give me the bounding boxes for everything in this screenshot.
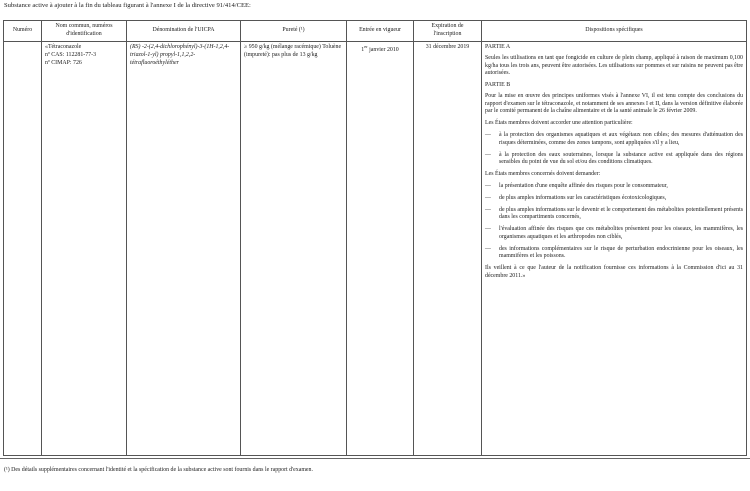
- table-row: [4, 42, 747, 456]
- table-header-row: [4, 21, 747, 42]
- cell-entry-date: [347, 42, 414, 456]
- dash-mark: —: [485, 151, 491, 158]
- request-item-text: l'évaluation affinée des risques que ces métabolites présentent pour les oiseaux, les mammifères, les organismes aquatiques et les arthropodes non ciblés,: [499, 226, 743, 240]
- request-item-text: de plus amples informations sur les caractéristiques écotoxicologiques,: [499, 194, 667, 201]
- dash-mark: —: [485, 194, 491, 201]
- request-item: [485, 246, 743, 262]
- part-b-text: Pour la mise en œuvre des principes uniformes visés à l'annexe VI, il est tenu compte des conclusions du rapport d'examen sur le tétraconazole, et notamment de ses annexes I et II, dans la version définitive élaborée par le comité permanent de la chaîne alimentaire et de la santé animale le 26 février 2009.: [485, 92, 743, 115]
- dash-mark: —: [485, 132, 491, 139]
- request-item: [485, 183, 743, 191]
- cimap-number: nº CIMAP: 726: [45, 59, 82, 66]
- dash-mark: —: [485, 182, 491, 189]
- attention-item-text: à la protection des organismes aquatiques et aux végétaux non cibles; des mesures d'atténuation des risques déterminées, comme des zones tampons, sont appliquées s'il y a lieu,: [499, 132, 743, 146]
- request-item: [485, 226, 743, 242]
- header-iupac: Dénomination de l'UICPA: [127, 21, 241, 42]
- part-b-title: PARTIE B: [485, 82, 511, 89]
- closing-text: Ils veillent à ce que l'auteur de la notification fournisse ces informations à la Commission d'ici au 31 décembre 2011.»: [485, 265, 743, 279]
- part-a-title: PARTIE A: [485, 44, 511, 50]
- request-item-text: de plus amples informations sur le devenir et le comportement des métabolites potentiellement présents dans les compartiments concernés,: [499, 206, 743, 221]
- header-common-name: Nom commun, numéros d'identification: [42, 21, 127, 42]
- common-name: «Tétraconazole: [45, 44, 82, 50]
- cell-common-name: [42, 42, 127, 456]
- attention-intro: Les États membres doivent accorder une attention particulière:: [485, 120, 633, 127]
- cas-number: nº CAS: 112281-77-3: [45, 51, 97, 58]
- header-number: Numéro: [4, 21, 42, 42]
- request-item: [485, 195, 743, 203]
- header-purity: Pureté (¹): [241, 21, 347, 42]
- header-provisions: Dispositions spécifiques: [482, 21, 747, 42]
- request-item-text: des informations complémentaires sur le risque de perturbation endocrinienne pour les oiseaux, les mammifères et les poissons.: [499, 245, 743, 260]
- cell-provisions: [482, 42, 747, 456]
- attention-item-text: à la protection des eaux souterraines, lorsque la substance active est appliquée dans des régions sensibles du point de vue du sol et/ou des conditions climatiques.: [499, 151, 743, 166]
- entry-sup: er: [364, 44, 368, 49]
- cell-number: [4, 42, 42, 456]
- request-item: [485, 207, 743, 223]
- cell-iupac: (RS) -2-(2,4-dichlorophényl)-3-(1H-1,2,4-triazol-1-yl) propyl-1,1,2,2-tétrafluoroéthyléther: [127, 42, 241, 456]
- attention-item: [485, 152, 743, 168]
- entry-day: 1: [361, 46, 365, 53]
- part-a-text: Seules les utilisations en tant que fongicide en culture de plein champ, appliqué à raison de maximum 0,100 kg/ha tous les trois ans, peuvent être autorisées. Les utilisations sur pommes et sur raisins ne peuvent pas être autorisées.: [485, 54, 743, 77]
- dash-mark: —: [485, 245, 491, 252]
- attention-item: [485, 132, 743, 148]
- entry-rest: janvier 2010: [367, 46, 399, 53]
- header-expiry: Expiration de l'inscription: [414, 21, 482, 42]
- request-intro: Les États membres concernés doivent demander:: [485, 171, 601, 178]
- request-item-text: la présentation d'une enquête affinée des risques pour le consommateur,: [499, 182, 668, 189]
- footnote-divider: [0, 458, 750, 459]
- cell-expiry-date: 31 décembre 2019: [414, 42, 482, 456]
- cell-purity: ≥ 950 g/kg (mélange racémique) Toluène (impureté): pas plus de 13 g/kg: [241, 42, 347, 456]
- footnote: (¹) Des détails supplémentaires concernant l'identité et la spécification de la substance active sont fournis dans le rapport d'examen.: [4, 467, 313, 473]
- header-entry: Entrée en vigueur: [347, 21, 414, 42]
- dash-mark: —: [485, 226, 491, 233]
- intro-text: Substance active à ajouter à la fin du tableau figurant à l'annexe I de la directive 91/414/CEE:: [4, 2, 251, 9]
- dash-mark: —: [485, 206, 491, 213]
- substance-table: [3, 20, 747, 456]
